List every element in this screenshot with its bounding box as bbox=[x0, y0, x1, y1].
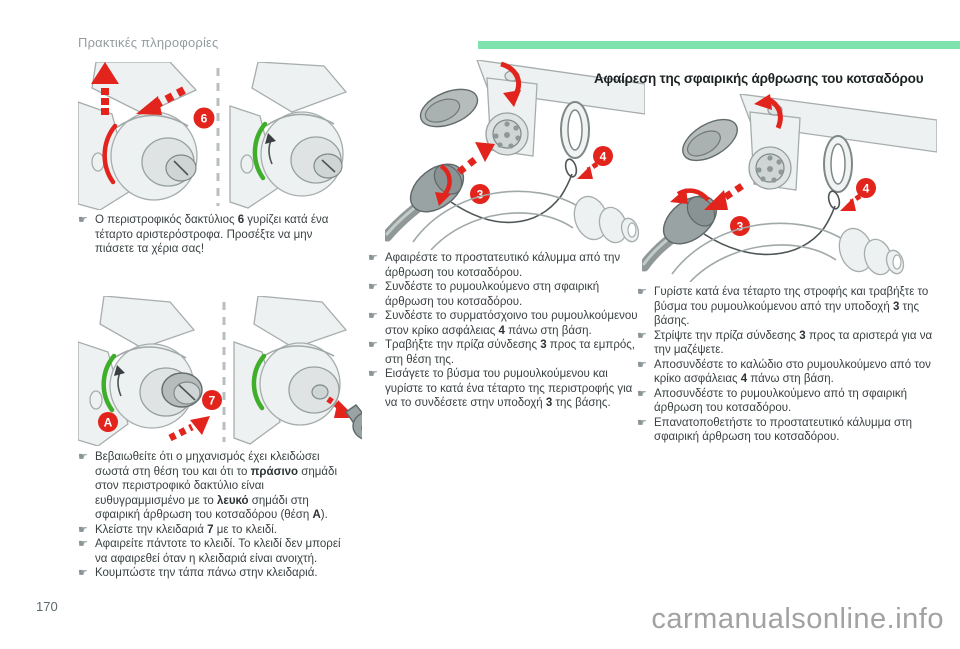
instruction-text: Συνδέστε το συρματόσχοινο του ρυμουλκούμενου στον κρίκο ασφάλειας 4 πάνω στη βάση. bbox=[385, 310, 638, 337]
section-title: Αφαίρεση της σφαιρικής άρθρωσης του κοτσαδόρου bbox=[594, 71, 924, 86]
instruction-item bbox=[78, 537, 346, 566]
svg-text:6: 6 bbox=[200, 111, 208, 126]
instruction-text: Αποσυνδέστε το καλώδιο στο ρυμουλκούμενο από τον κρίκο ασφάλειας 4 πάνω στη βάση. bbox=[654, 358, 931, 385]
trailer-plug-disconnect-illustration bbox=[642, 94, 937, 282]
badge-7 bbox=[202, 390, 222, 410]
figure1-left-panel bbox=[78, 62, 215, 210]
trailer-plug-connect-illustration bbox=[385, 60, 645, 250]
pointing-hand-icon: ☛ bbox=[78, 523, 88, 536]
svg-text:7: 7 bbox=[208, 393, 216, 408]
instruction-item bbox=[637, 387, 945, 416]
svg-text:3: 3 bbox=[736, 219, 744, 234]
trailer-plug-disconnect-figure bbox=[642, 94, 937, 282]
socket-pins bbox=[749, 147, 791, 189]
chapter-header: Πρακτικές πληροφορίες bbox=[78, 35, 219, 50]
pointing-hand-icon: ☛ bbox=[637, 286, 647, 298]
trailer-plug bbox=[644, 187, 725, 266]
instruction-item bbox=[78, 566, 346, 581]
svg-text:A: A bbox=[103, 415, 113, 430]
socket-cover-flap bbox=[415, 82, 483, 134]
socket-cover-flap bbox=[676, 111, 744, 169]
badge-6 bbox=[194, 108, 215, 129]
instruction-text: Τραβήξτε την πρίζα σύνδεσης 3 προς τα εμπρός, στη θέση της. bbox=[385, 339, 635, 366]
right-instructions bbox=[637, 285, 945, 445]
instruction-item bbox=[78, 523, 346, 538]
lock-key-illustration bbox=[78, 296, 362, 446]
pointing-hand-icon: ☛ bbox=[637, 387, 647, 400]
section-color-bar bbox=[478, 41, 960, 49]
red-detach-cable-arrow-icon bbox=[840, 196, 860, 211]
pointing-hand-icon: ☛ bbox=[368, 310, 378, 322]
safety-ring bbox=[561, 102, 589, 158]
instruction-text: Επανατοποθετήστε το προστατευτικό κάλυμμα στη σφαιρική άρθρωση του κοτσαδόρου. bbox=[654, 416, 913, 443]
red-attach-cable-arrow-icon bbox=[577, 164, 597, 179]
removed-key bbox=[346, 405, 362, 440]
svg-text:4: 4 bbox=[862, 181, 870, 196]
rotary-ring-unlock-illustration bbox=[78, 62, 362, 210]
instruction-text: Αφαιρέστε το προστατευτικό κάλυμμα από την άρθρωση του κοτσαδόρου. bbox=[385, 252, 621, 279]
instruction-item bbox=[368, 251, 640, 280]
instruction-item bbox=[637, 329, 945, 358]
page-number: 170 bbox=[36, 599, 58, 614]
instruction-text: Γυρίστε κατά ένα τέταρτο της στροφής και τραβήξτε το βύσμα του ρυμουλκούμενου από την υποδοχή 3 της βάσης. bbox=[654, 286, 929, 327]
left-instructions-bottom bbox=[78, 450, 346, 581]
pointing-hand-icon: ☛ bbox=[637, 358, 647, 371]
middle-instructions bbox=[368, 251, 640, 411]
instruction-text: Αποσυνδέστε το ρυμουλκούμενο από τη σφαιρική άρθρωση του κοτσαδόρου. bbox=[654, 387, 908, 414]
towbar-arm bbox=[672, 223, 906, 282]
figure1-right-panel bbox=[230, 62, 346, 208]
lock-key-figure bbox=[78, 296, 362, 446]
instruction-text: Αφαιρείτε πάντοτε το κλειδί. Το κλειδί δεν μπορεί να αφαιρεθεί όταν η κλειδαριά είναι ανοιχτή. bbox=[95, 538, 341, 565]
pointing-hand-icon: ☛ bbox=[368, 368, 378, 380]
instruction-text: Ο περιστροφικός δακτύλιος 6 γυρίζει κατά ένα τέταρτο αριστερόστροφα. Προσέξτε να μην πιάσετε τα χέρια σας! bbox=[95, 214, 329, 255]
svg-text:4: 4 bbox=[599, 149, 607, 164]
instruction-item bbox=[368, 338, 640, 367]
instruction-item bbox=[368, 309, 640, 338]
pointing-hand-icon: ☛ bbox=[637, 416, 647, 429]
instruction-text: Συνδέστε το ρυμουλκούμενο στη σφαιρική άρθρωση του κοτσαδόρου. bbox=[385, 281, 600, 308]
pointing-hand-icon: ☛ bbox=[78, 538, 88, 550]
instruction-item bbox=[637, 416, 945, 445]
instruction-item bbox=[78, 450, 346, 523]
instruction-text: Κουμπώστε την τάπα πάνω στην κλειδαριά. bbox=[95, 567, 318, 579]
pointing-hand-icon: ☛ bbox=[637, 329, 647, 342]
key-inserted bbox=[162, 373, 202, 407]
pointing-hand-icon: ☛ bbox=[78, 214, 88, 226]
pointing-hand-icon: ☛ bbox=[78, 567, 88, 579]
pointing-hand-icon: ☛ bbox=[78, 451, 88, 463]
key-hole bbox=[312, 385, 328, 399]
safety-cable bbox=[451, 174, 572, 222]
instruction-text: Εισάγετε το βύσμα του ρυμουλκούμενου και γυρίστε το κατά ένα τέταρτο της περιστροφής για να το συνδέσετε στην υποδοχή 3 της βάσης. bbox=[385, 368, 633, 409]
svg-text:3: 3 bbox=[476, 187, 484, 202]
safety-ring bbox=[824, 136, 852, 192]
instruction-item bbox=[637, 285, 945, 329]
safety-cable bbox=[704, 206, 835, 254]
watermark-text: carmanualsonline.info bbox=[651, 603, 944, 635]
instruction-text: Κλείστε την κλειδαριά 7 με το κλειδί. bbox=[95, 523, 277, 536]
instruction-text: Βεβαιωθείτε ότι ο μηχανισμός έχει κλειδώσει σωστά στη θέση του και ότι το πράσινο σημάδι στον περιστροφικό δακτύλιο είναι ευθυγραμμισμένο με το λευκό σημάδι στη σφαιρική άρθρωση του κοτσαδόρου (θέση A). bbox=[95, 451, 338, 521]
badge-A bbox=[98, 412, 118, 432]
figure2-left-panel bbox=[78, 296, 222, 446]
badge-3 bbox=[730, 216, 750, 236]
red-connect-arrow-icon bbox=[459, 142, 495, 172]
pointing-hand-icon: ☛ bbox=[368, 281, 378, 293]
instruction-item bbox=[368, 367, 640, 411]
instruction-item bbox=[78, 213, 346, 257]
instruction-item bbox=[368, 280, 640, 309]
trailer-plug-connect-figure bbox=[385, 60, 645, 250]
left-instructions-top bbox=[78, 213, 346, 257]
pointing-hand-icon: ☛ bbox=[368, 252, 378, 264]
rotary-ring-unlock-figure bbox=[78, 62, 362, 210]
instruction-item bbox=[637, 358, 945, 387]
pointing-hand-icon: ☛ bbox=[368, 339, 378, 351]
instruction-text: Στρίψτε την πρίζα σύνδεσης 3 προς τα αριστερά για να την μαζέψετε. bbox=[654, 329, 933, 356]
figure2-right-panel bbox=[234, 296, 362, 444]
